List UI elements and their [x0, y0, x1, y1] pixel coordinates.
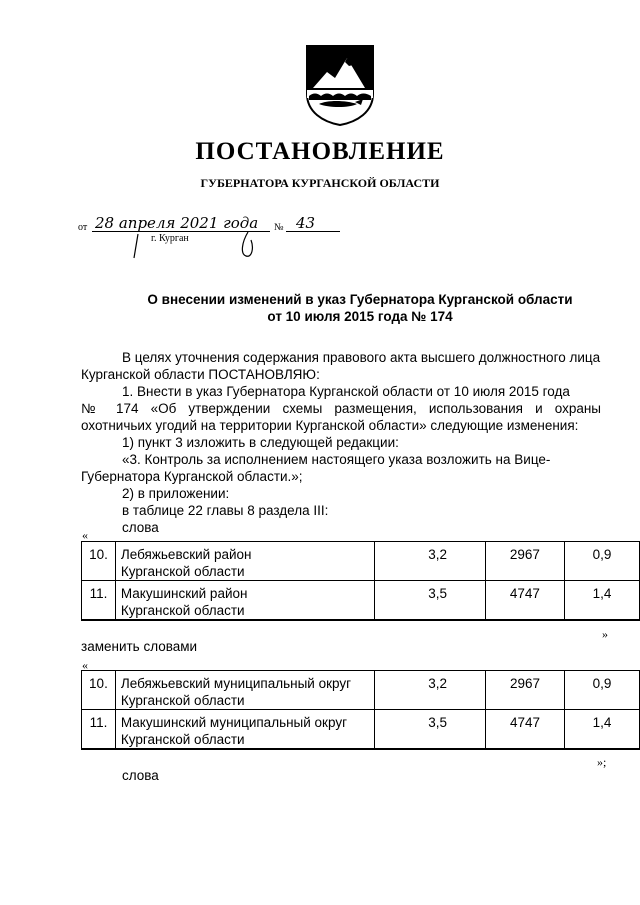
table-row — [82, 671, 640, 710]
paragraph-4-line-1: «3. Контроль за исполнением настоящего указа возложить на Вице- — [122, 452, 551, 467]
value-3: 1,4 — [564, 581, 639, 621]
handwriting-strokes — [130, 228, 270, 260]
paragraph-1-line-2: Курганской области ПОСТАНОВЛЯЮ: — [81, 367, 320, 382]
district-name: Макушинский район Курганской области — [115, 581, 374, 621]
value-1: 3,5 — [375, 581, 486, 621]
document-title: ПОСТАНОВЛЕНИЕ — [195, 138, 445, 165]
paragraph-5: 2) в приложении: — [122, 486, 230, 501]
value-3: 0,9 — [564, 542, 639, 581]
document-heading-line-1: О внесении изменений в указ Губернатора Курганской области — [147, 292, 573, 307]
row-number: 10. — [82, 671, 116, 710]
district-name: Макушинский муниципальный округ Курганской области — [115, 710, 375, 750]
paragraph-2-line-1: 1. Внести в указ Губернатора Курганской области от 10 июля 2015 года — [122, 384, 570, 399]
value-3: 1,4 — [565, 710, 640, 750]
paragraph-1-line-1: В целях уточнения содержания правового акта высшего должностного лица — [122, 350, 601, 365]
table-row — [82, 581, 640, 621]
replace-with-label: заменить словами — [81, 639, 198, 654]
paragraph-7: слова — [122, 520, 159, 535]
handwritten-number: 43 — [296, 214, 316, 232]
row-number: 10. — [82, 542, 116, 581]
table-new-values — [81, 670, 640, 750]
open-quote-1: « — [82, 528, 88, 542]
open-quote-2: « — [82, 658, 88, 672]
value-1: 3,2 — [375, 542, 486, 581]
value-2: 2967 — [485, 671, 564, 710]
coat-of-arms-emblem — [305, 44, 375, 126]
paragraph-3: 1) пункт 3 изложить в следующей редакции: — [122, 435, 399, 450]
paragraph-6: в таблице 22 главы 8 раздела III: — [122, 503, 329, 518]
table-row — [82, 542, 640, 581]
value-1: 3,2 — [375, 671, 485, 710]
city-label: г. Курган — [151, 233, 189, 244]
document-subtitle: ГУБЕРНАТОРА КУРГАНСКОЙ ОБЛАСТИ — [200, 176, 440, 190]
value-2: 4747 — [485, 710, 564, 750]
row-number: 11. — [82, 710, 116, 750]
value-3: 0,9 — [565, 671, 640, 710]
value-2: 4747 — [485, 581, 564, 621]
table-row — [82, 710, 640, 750]
paragraph-2-line-2: № 174 «Об утверждении схемы размещения, использования и охраны — [81, 401, 601, 416]
handwritten-date: 28 апреля 2021 года — [95, 214, 259, 232]
final-word: слова — [122, 768, 159, 783]
row-number: 11. — [82, 581, 116, 621]
value-1: 3,5 — [375, 710, 485, 750]
paragraph-2-line-3: охотничьих угодий на территории Курганской области» следующие изменения: — [81, 418, 579, 433]
document-heading-line-2: от 10 июля 2015 года № 174 — [267, 309, 453, 324]
value-2: 2967 — [485, 542, 564, 581]
close-quote-2: »; — [597, 755, 607, 769]
number-underline — [286, 231, 340, 232]
number-label: № — [274, 222, 284, 233]
table-old-values — [81, 541, 640, 621]
from-label: от — [78, 222, 88, 233]
document-heading — [0, 291, 640, 325]
close-quote-1: » — [602, 627, 608, 641]
district-name: Лебяжьевский муниципальный округ Курганской области — [115, 671, 375, 710]
paragraph-4-line-2: Губернатора Курганской области.»; — [81, 469, 303, 484]
district-name: Лебяжьевский район Курганской области — [115, 542, 374, 581]
